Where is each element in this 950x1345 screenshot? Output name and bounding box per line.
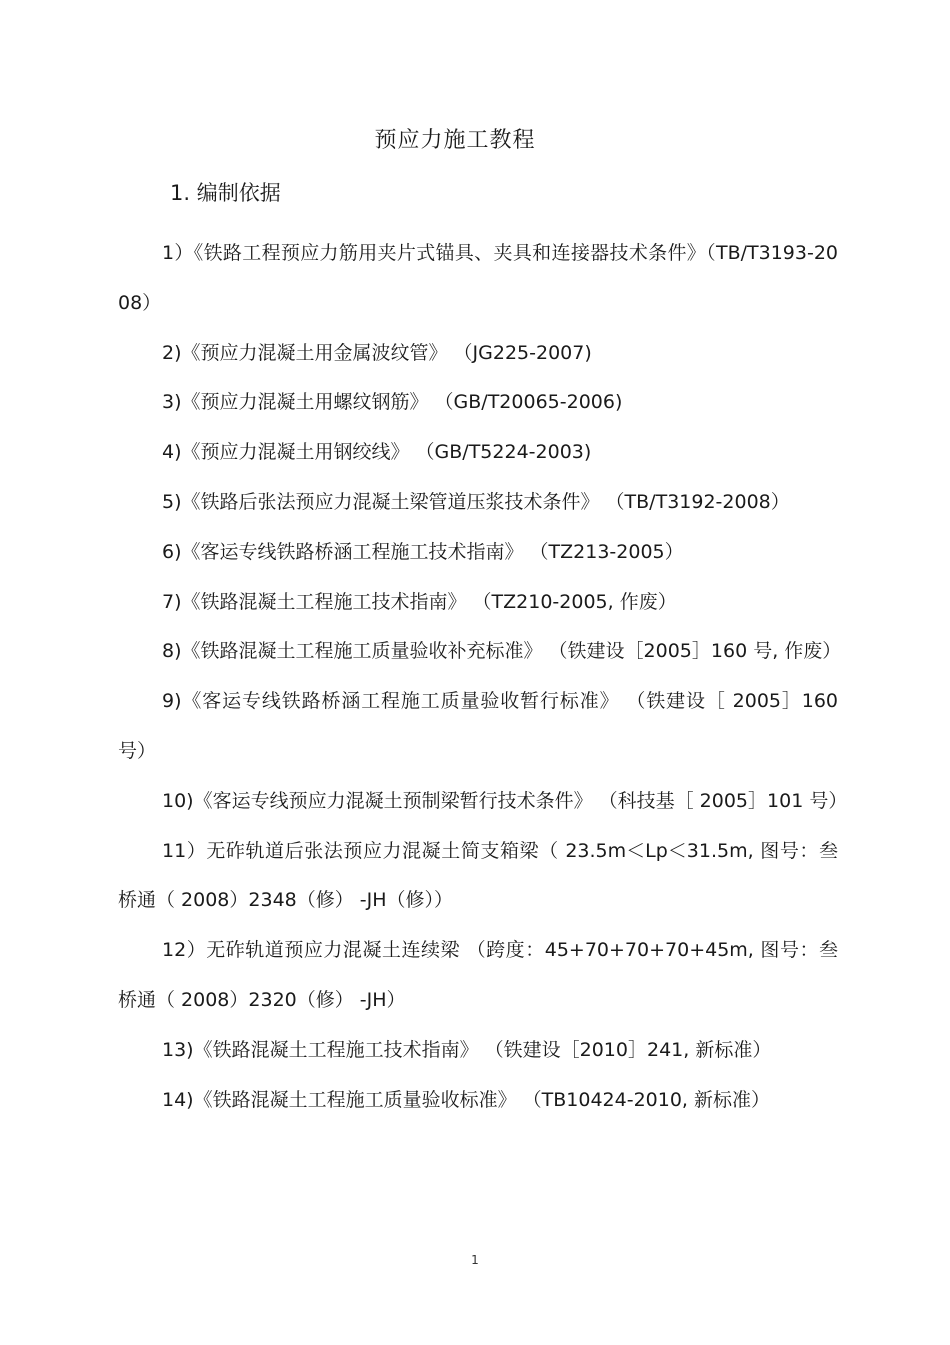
reference-item: 3)《预应力混凝土用螺纹钢筋》 （GB/T20065-2006)	[162, 391, 623, 414]
reference-item: 5)《铁路后张法预应力混凝土梁管道压浆技术条件》 （TB/T3192-2008）	[162, 490, 790, 513]
reference-item: 7)《铁路混凝土工程施工技术指南》 （TZ210-2005, 作废）	[162, 590, 677, 613]
reference-item: 2)《预应力混凝土用金属波纹管》 （JG225-2007)	[162, 341, 592, 364]
reference-item: 9)《客运专线铁路桥涵工程施工质量验收暂行标准》 （铁建设［ 2005］160 号）	[118, 690, 838, 762]
reference-item: 13)《铁路混凝土工程施工技术指南》 （铁建设［2010］241, 新标准）	[162, 1038, 772, 1061]
reference-item: 6)《客运专线铁路桥涵工程施工技术指南》 （TZ213-2005）	[162, 540, 684, 563]
section-heading: 1. 编制依据	[170, 181, 281, 205]
reference-item: 14)《铁路混凝土工程施工质量验收标准》 （TB10424-2010, 新标准）	[162, 1088, 771, 1111]
reference-item: 4)《预应力混凝土用钢绞线》 （GB/T5224-2003)	[162, 441, 592, 464]
reference-item: 10)《客运专线预应力混凝土预制梁暂行技术条件》 （科技基［ 2005］101 号）	[162, 789, 848, 812]
reference-item: 12）无砟轨道预应力混凝土连续梁 （跨度：45+70+70+70+45m, 图号：叁桥通（ 2008）2320（修） -JH）	[118, 939, 838, 1011]
reference-item: 8)《铁路混凝土工程施工质量验收补充标准》 （铁建设［2005］160 号, 作废）	[162, 640, 842, 663]
reference-list	[118, 229, 848, 1125]
page-number: 1	[471, 1253, 479, 1267]
reference-item: 1）《铁路工程预应力筋用夹片式锚具、夹具和连接器技术条件》（TB/T3193-2008）	[118, 242, 838, 314]
document-title: 预应力施工教程	[374, 128, 536, 153]
reference-item: 11）无砟轨道后张法预应力混凝土简支箱梁（ 23.5m＜Lp＜31.5m, 图号：叁桥通（ 2008）2348（修） -JH（修））	[118, 839, 838, 912]
